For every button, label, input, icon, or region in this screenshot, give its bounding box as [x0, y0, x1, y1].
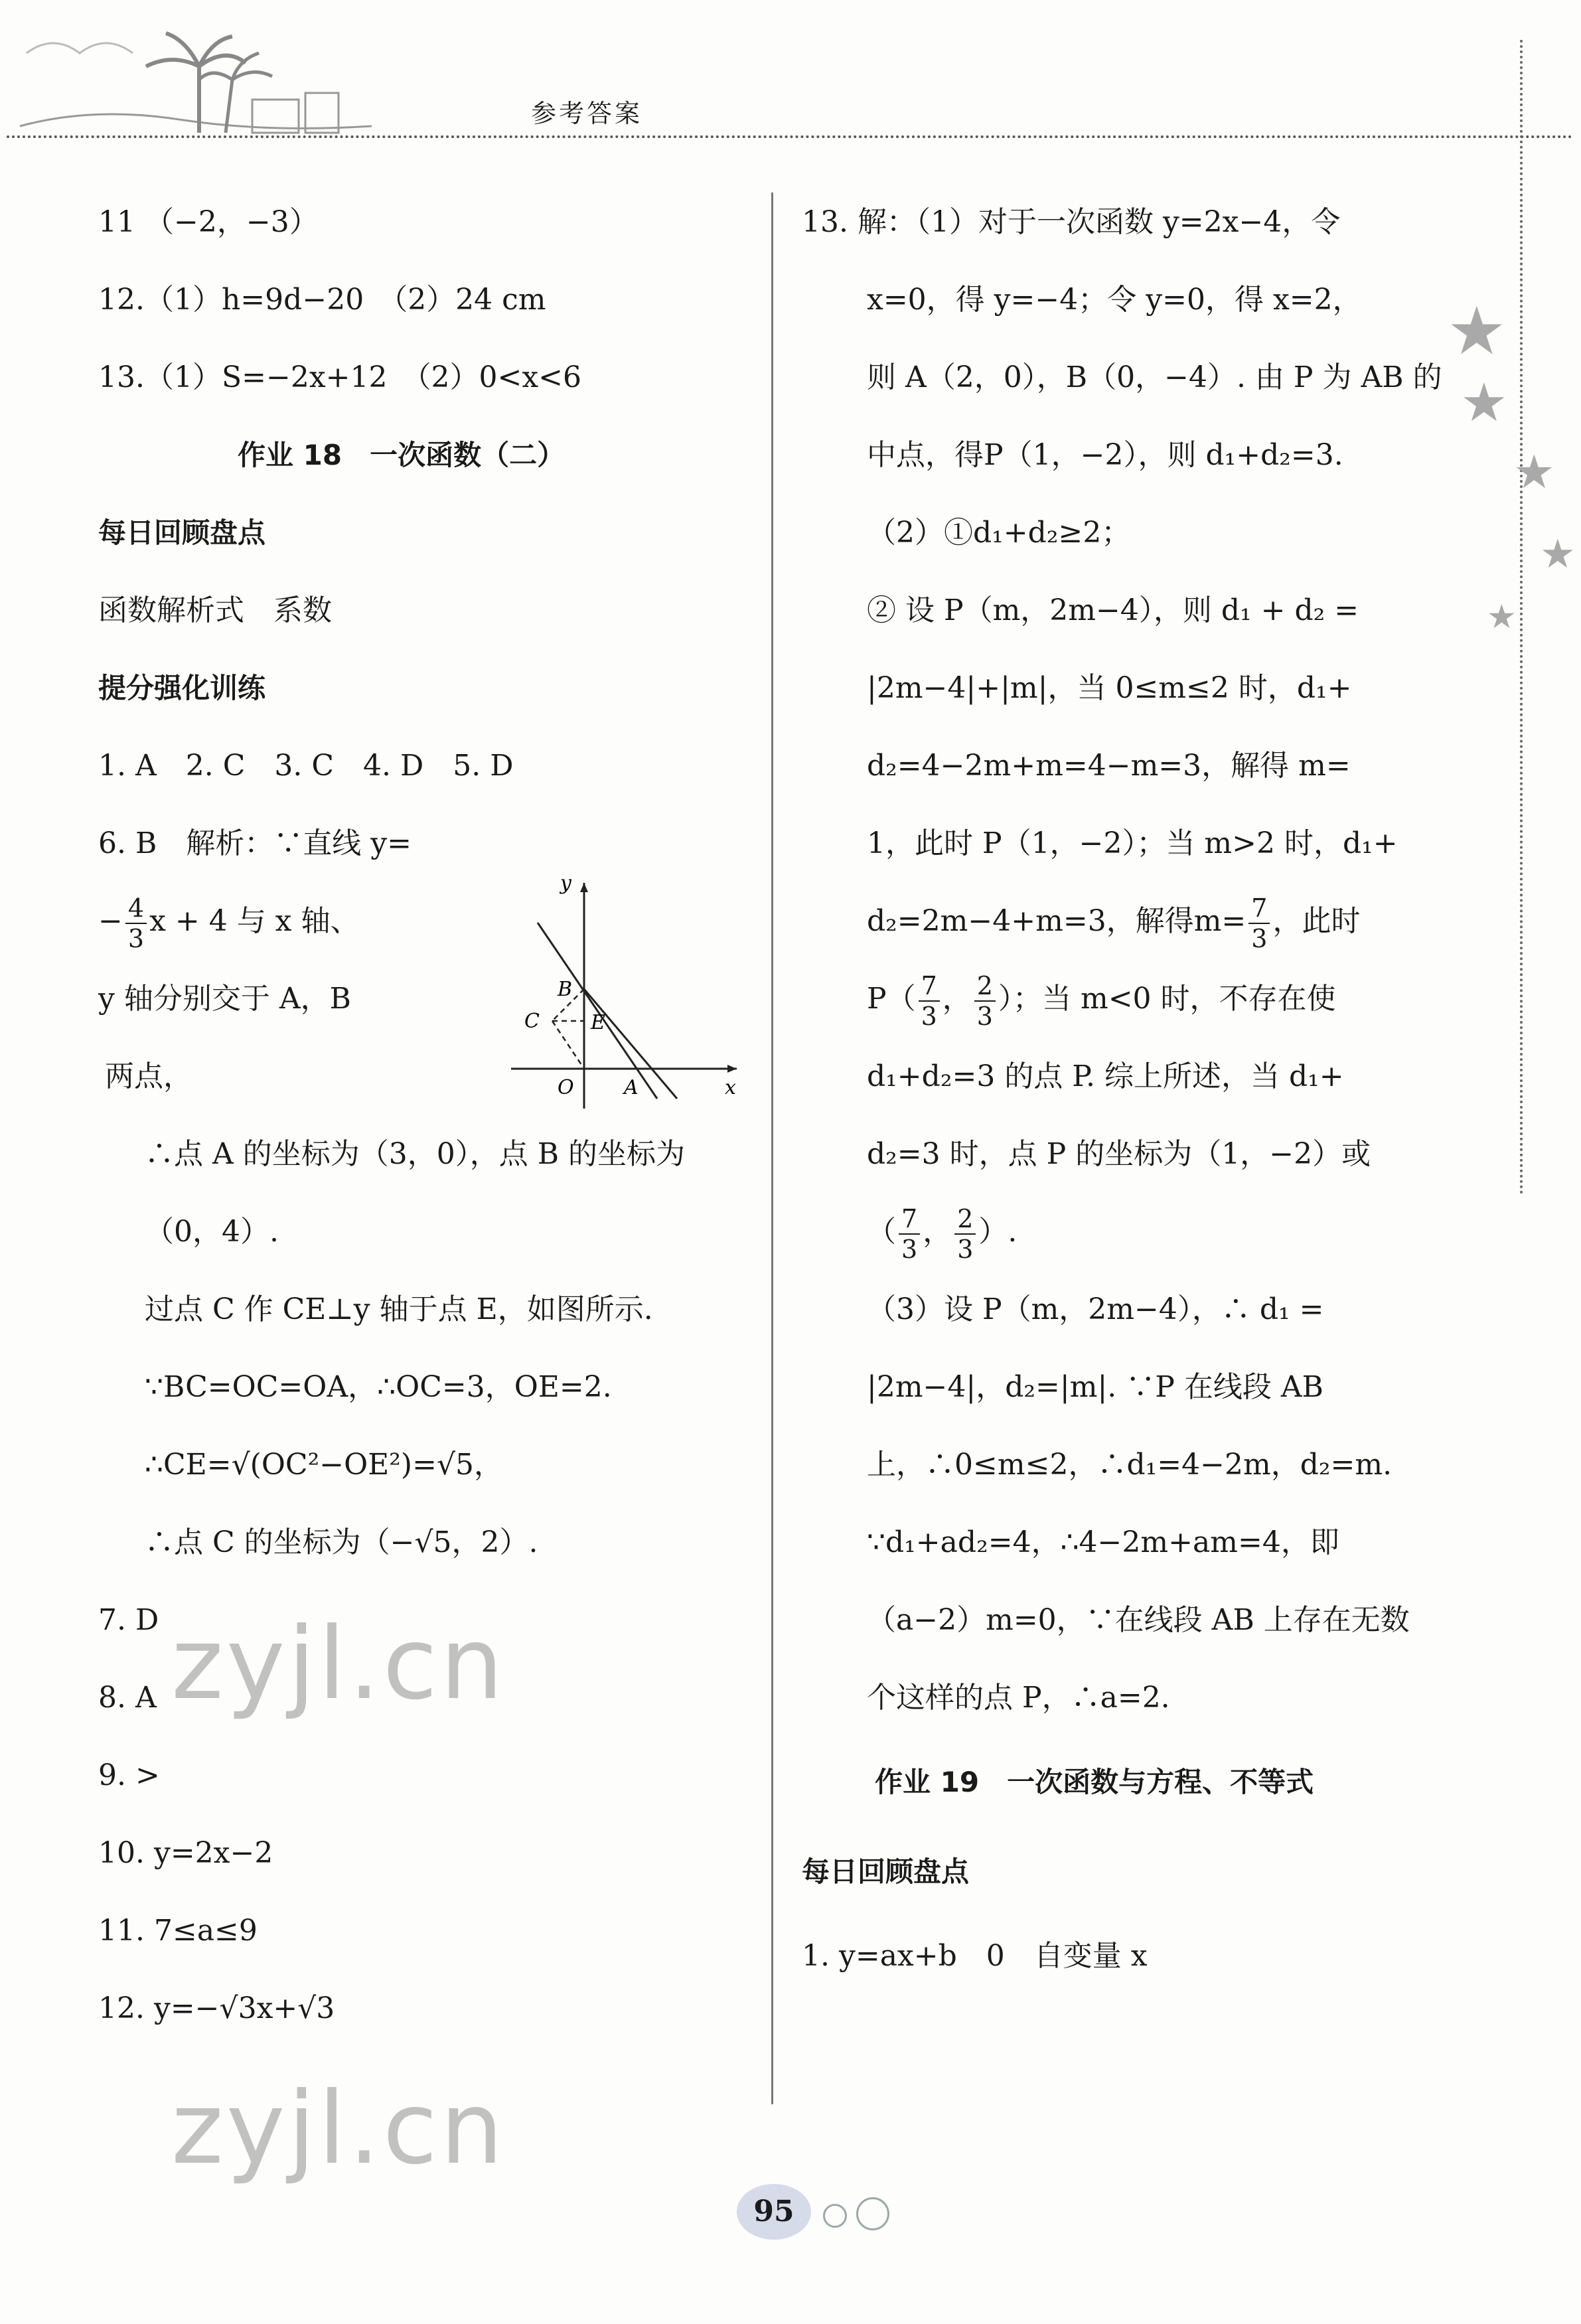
answer-line: 12. y=−√3x+√3: [98, 1991, 335, 2025]
star-icon: ★: [1447, 292, 1507, 370]
fraction: $\frac{7}{3}$: [1248, 893, 1270, 953]
answer-line: 1. A 2. C 3. C 4. D 5. D: [98, 749, 514, 783]
answer-line: 中点，得P（1，−2），则 d₁+d₂=3.: [867, 438, 1343, 472]
answer-line: − $\frac{4}{3}$ x + 4 与 x 轴、: [98, 893, 360, 953]
answer-line: ② 设 P（m，2m−4），则 d₁ + d₂ =: [867, 593, 1359, 627]
answer-line: 11 （−2，−3）: [98, 205, 319, 239]
answer-line: 9. >: [98, 1758, 160, 1792]
homework-heading-19: 作业 19 一次函数与方程、不等式: [875, 1766, 1314, 1798]
left-column: [98, 183, 749, 2047]
palm-tree-header-illustration: [13, 27, 385, 139]
answer-line: （0，4）.: [145, 1215, 279, 1249]
watermark: zyjl.cn: [171, 1606, 506, 1722]
answer-line: 6. B 解析：∵直线 y=: [98, 826, 412, 860]
answer-line: d₂=4−2m+m=4−m=3，解得 m=: [867, 749, 1351, 783]
answer-line: 则 A（2，0），B（0，−4）. 由 P 为 AB 的: [867, 360, 1442, 394]
answer-line: 两点，: [105, 1059, 192, 1093]
answer-line: |2m−4|+|m|，当 0≤m≤2 时，d₁+: [867, 671, 1352, 705]
circle-decoration-icon: [823, 2204, 847, 2228]
header-divider: [7, 135, 1573, 138]
answer-line: 10. y=2x−2: [98, 1836, 273, 1870]
fraction: $\frac{2}{3}$: [974, 971, 996, 1031]
right-margin-dotted-line: [1520, 40, 1523, 1195]
answer-line: ∴点 C 的坐标为（−√5，2）.: [145, 1525, 538, 1559]
answer-line: 13.（1）S=−2x+12 （2）0<x<6: [98, 360, 582, 394]
y-axis-label: y: [560, 872, 571, 895]
answer-line: 7. D: [98, 1603, 159, 1637]
right-column: [802, 183, 1466, 1995]
fraction: $\frac{4}{3}$: [125, 893, 147, 953]
column-divider: [771, 193, 773, 2104]
answer-line: 12.（1）h=9d−20 （2）24 cm: [98, 283, 546, 317]
point-e-label: E: [591, 1011, 605, 1034]
star-icon: ★: [1460, 372, 1508, 433]
x-axis-label: x: [725, 1076, 736, 1099]
answer-line: （3）设 P（m，2m−4），∴ d₁ =: [867, 1292, 1324, 1326]
answer-line: d₁+d₂=3 的点 P. 综上所述，当 d₁+: [867, 1059, 1344, 1093]
answer-line: y 轴分别交于 A，B: [98, 982, 351, 1016]
point-o-label: O: [558, 1076, 574, 1099]
answer-line: 过点 C 作 CE⊥y 轴于点 E，如图所示.: [145, 1292, 653, 1326]
answer-line: 11. 7≤a≤9: [98, 1914, 258, 1948]
star-icon: ★: [1540, 531, 1576, 578]
answer-line: ∵BC=OC=OA，∴OC=3，OE=2.: [145, 1370, 612, 1404]
point-b-label: B: [558, 978, 573, 1001]
answer-line: （ $\frac{7}{3}$ ， $\frac{2}{3}$ ）.: [867, 1203, 1017, 1264]
answer-line: d₂=2m−4+m=3，解得m= $\frac{7}{3}$ ，此时: [867, 893, 1361, 953]
section-heading-review-2: 每日回顾盘点: [802, 1855, 970, 1888]
answer-line: ∴CE=√(OC²−OE²)=√5，: [145, 1448, 503, 1482]
answer-line: （2）①d₁+d₂≥2；: [867, 516, 1131, 550]
answer-line: 1. y=ax+b 0 自变量 x: [802, 1939, 1148, 1973]
section-heading-training: 提分强化训练: [98, 672, 266, 704]
answer-line: 13. 解：（1）对于一次函数 y=2x−4，令: [802, 205, 1341, 239]
point-c-label: C: [524, 1010, 540, 1033]
watermark: zyjl.cn: [171, 2071, 506, 2187]
answer-line: ∵d₁+ad₂=4，∴4−2m+am=4，即: [867, 1525, 1339, 1559]
answer-line: （a−2）m=0，∵在线段 AB 上存在无数: [867, 1603, 1410, 1637]
fraction: $\frac{7}{3}$: [899, 1204, 920, 1264]
coordinate-figure: [491, 870, 743, 1115]
answer-line: 1，此时 P（1，−2）；当 m>2 时，d₁+: [867, 826, 1398, 860]
fraction: $\frac{2}{3}$: [954, 1204, 976, 1264]
answer-line: x=0，得 y=−4；令 y=0，得 x=2，: [867, 283, 1362, 317]
circle-decoration-icon: [856, 2197, 889, 2230]
fraction: $\frac{7}{3}$: [919, 971, 940, 1031]
answer-line: P（ $\frac{7}{3}$ ， $\frac{2}{3}$ ）；当 m<0 时，不存在使: [867, 970, 1336, 1031]
answer-line: 函数解析式 系数: [98, 593, 332, 627]
answer-line: 个这样的点 P，∴a=2.: [867, 1681, 1170, 1715]
answer-line: |2m−4|，d₂=|m|. ∵P 在线段 AB: [867, 1370, 1323, 1404]
answer-line: ∴点 A 的坐标为（3，0），点 B 的坐标为: [145, 1137, 686, 1171]
star-icon: ★: [1487, 597, 1517, 636]
answer-line: d₂=3 时，点 P 的坐标为（1，−2）或: [867, 1137, 1371, 1171]
answer-line: 上，∴0≤m≤2，∴d₁=4−2m，d₂=m.: [867, 1448, 1393, 1482]
section-heading-review: 每日回顾盘点: [98, 516, 266, 549]
point-a-label: A: [624, 1076, 639, 1099]
homework-heading-18: 作业 18 一次函数（二）: [238, 439, 565, 471]
header-title: 参考答案: [531, 99, 643, 128]
star-icon: ★: [1513, 445, 1555, 499]
answer-line: 8. A: [98, 1681, 157, 1715]
page-number: 95: [737, 2184, 811, 2240]
